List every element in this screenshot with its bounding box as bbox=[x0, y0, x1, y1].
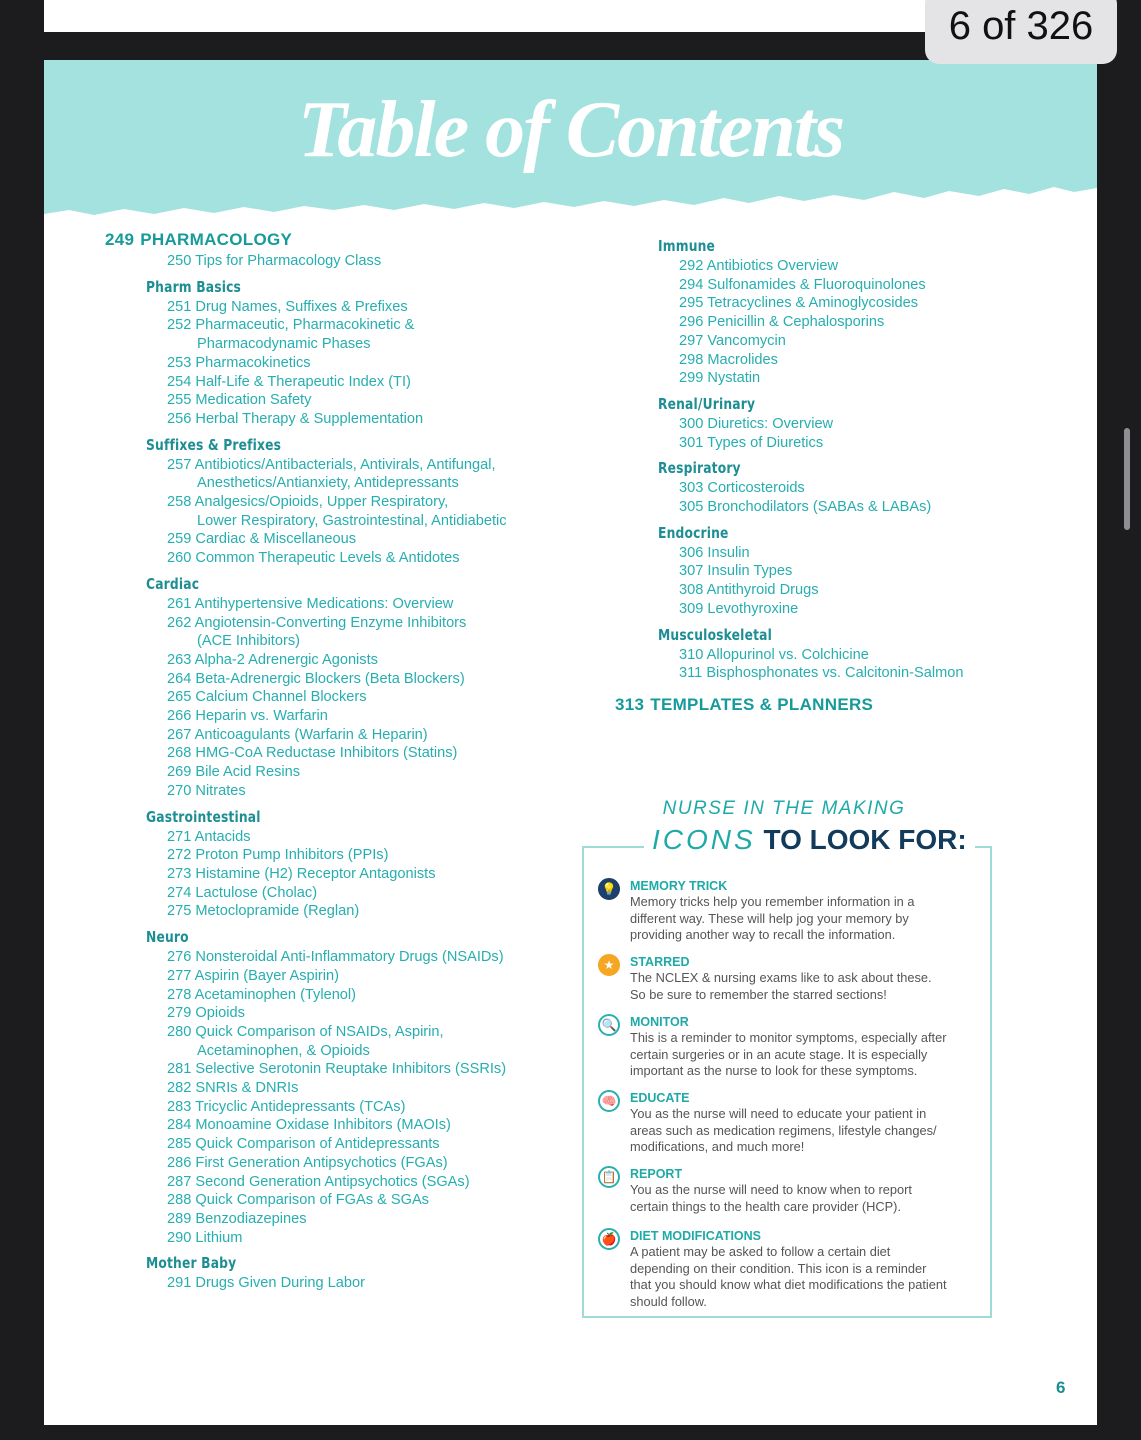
toc-entry-text: 272 Proton Pump Inhibitors (PPIs) bbox=[167, 847, 389, 864]
toc-left-column bbox=[105, 228, 605, 1293]
toc-entry-link[interactable] bbox=[167, 1004, 605, 1023]
toc-entry-link[interactable] bbox=[167, 373, 605, 392]
toc-entry-link[interactable] bbox=[679, 544, 1054, 563]
toc-entry-link[interactable] bbox=[167, 1023, 605, 1060]
toc-section-heading[interactable] bbox=[615, 693, 1054, 717]
section-page-number: 313 bbox=[615, 694, 645, 714]
toc-entry-text: 281 Selective Serotonin Reuptake Inhibitors (SSRIs) bbox=[167, 1061, 507, 1078]
toc-entry-link[interactable] bbox=[167, 986, 605, 1005]
toc-entry-link[interactable] bbox=[167, 1191, 605, 1210]
toc-entry-text: 273 Histamine (H2) Receptor Antagonists bbox=[167, 865, 436, 882]
toc-entry-link[interactable] bbox=[167, 865, 605, 884]
toc-entry-text: 292 Antibiotics Overview bbox=[679, 258, 838, 274]
toc-entry-text: 309 Levothyroxine bbox=[679, 600, 799, 617]
toc-entry-text: 306 Insulin bbox=[679, 544, 750, 561]
toc-entry-link[interactable] bbox=[167, 726, 605, 745]
icons-title-rest: TO LOOK FOR: bbox=[763, 824, 967, 855]
icon-legend-label: MONITOR bbox=[630, 1015, 689, 1029]
toc-entry-link[interactable] bbox=[679, 313, 1054, 332]
toc-entry-text: 278 Acetaminophen (Tylenol) bbox=[167, 986, 357, 1003]
toc-entry-link[interactable] bbox=[167, 763, 605, 782]
icon-legend-label: DIET MODIFICATIONS bbox=[630, 1229, 762, 1243]
toc-entry-continuation: Anesthetics/Antianxiety, Antidepressants bbox=[197, 475, 459, 492]
toc-entry-text: 298 Macrolides bbox=[679, 351, 778, 368]
toc-category-heading: Neuro bbox=[146, 928, 189, 947]
star-icon: ★ bbox=[598, 954, 620, 976]
toc-entry-text: 301 Types of Diuretics bbox=[679, 434, 824, 451]
magnifier-icon: 🔍 bbox=[598, 1014, 620, 1036]
toc-entry-text: 300 Diuretics: Overview bbox=[679, 415, 834, 432]
toc-entry-text: 275 Metoclopramide (Reglan) bbox=[167, 903, 360, 920]
icon-legend-description: A patient may be asked to follow a certain diet depending on their condition. This icon is a reminder that you should know what diet modifications the patient should follow. bbox=[630, 1244, 947, 1309]
toc-entry-text: 266 Heparin vs. Warfarin bbox=[167, 708, 328, 725]
toc-entry-link[interactable] bbox=[167, 1154, 605, 1173]
toc-entry-link[interactable] bbox=[167, 1135, 605, 1154]
toc-entry-text: 285 Quick Comparison of Antidepressants bbox=[167, 1136, 440, 1153]
toc-entry-text: 299 Nystatin bbox=[679, 370, 761, 387]
toc-entry-link[interactable] bbox=[167, 1098, 605, 1117]
page-title: Table of Contents bbox=[297, 86, 844, 174]
toc-entry-link[interactable] bbox=[679, 581, 1054, 600]
icon-legend-description: This is a reminder to monitor symptoms, especially after certain surgeries or in an acute stage. It is especially important as the nurse to look for these symptoms. bbox=[630, 1030, 947, 1078]
toc-entry-text: 255 Medication Safety bbox=[167, 392, 312, 409]
toc-entry-text: 294 Sulfonamides & Fluoroquinolones bbox=[679, 276, 926, 293]
page-number: 6 bbox=[1056, 1378, 1066, 1397]
toc-entry-link[interactable] bbox=[167, 782, 605, 801]
toc-entry-link[interactable] bbox=[167, 707, 605, 726]
toc-entry-link[interactable] bbox=[167, 391, 605, 410]
document-page bbox=[44, 60, 1097, 1425]
toc-right-column bbox=[614, 230, 1054, 717]
toc-entry-text: 284 Monoamine Oxidase Inhibitors (MAOIs) bbox=[167, 1117, 451, 1134]
toc-entry-link[interactable] bbox=[167, 902, 605, 921]
toc-entry-text: 265 Calcium Channel Blockers bbox=[167, 689, 367, 706]
toc-entry-text: 261 Antihypertensive Medications: Overview bbox=[167, 595, 454, 612]
icon-legend-label: EDUCATE bbox=[630, 1091, 690, 1105]
toc-entry-link[interactable] bbox=[679, 294, 1054, 313]
icon-legend-entry bbox=[598, 1090, 948, 1156]
toc-entry-link[interactable] bbox=[167, 1210, 605, 1229]
toc-entry-text: 270 Nitrates bbox=[167, 782, 246, 799]
icons-legend-box bbox=[582, 846, 992, 1318]
toc-entry-link[interactable] bbox=[679, 351, 1054, 370]
toc-entry-link[interactable] bbox=[167, 1060, 605, 1079]
toc-category-heading: Renal/Urinary bbox=[658, 394, 756, 413]
icon-legend-description: The NCLEX & nursing exams like to ask about these. So be sure to remember the starred sections! bbox=[630, 970, 932, 1002]
toc-entry-link[interactable] bbox=[167, 549, 605, 568]
toc-entry-continuation: Pharmacodynamic Phases bbox=[197, 336, 371, 353]
toc-entry-link[interactable] bbox=[167, 1229, 605, 1248]
toc-category-heading: Pharm Basics bbox=[146, 277, 242, 296]
toc-entry-text: 279 Opioids bbox=[167, 1005, 245, 1022]
toc-entry-link[interactable] bbox=[167, 614, 605, 651]
toc-entry-text: 267 Anticoagulants (Warfarin & Heparin) bbox=[167, 726, 428, 743]
toc-entry-text: 260 Common Therapeutic Levels & Antidotes bbox=[167, 550, 460, 567]
toc-entry-link[interactable] bbox=[167, 1274, 605, 1293]
icon-legend-description: You as the nurse will need to know when to report certain things to the health care provider (HCP). bbox=[630, 1182, 912, 1214]
toc-entry-text: 250 Tips for Pharmacology Class bbox=[167, 253, 382, 269]
toc-entry-text: 297 Vancomycin bbox=[679, 332, 786, 349]
toc-entry-text: 280 Quick Comparison of NSAIDs, Aspirin, bbox=[167, 1023, 444, 1040]
toc-entry-text: 263 Alpha-2 Adrenergic Agonists bbox=[167, 651, 378, 668]
toc-entry-link[interactable] bbox=[679, 257, 1054, 276]
apple-icon: 🍎 bbox=[598, 1228, 620, 1250]
toc-entry-link[interactable] bbox=[679, 600, 1054, 619]
icon-legend-entry bbox=[598, 954, 948, 1003]
toc-section-heading[interactable] bbox=[105, 228, 605, 252]
icons-brand-heading: NURSE IN THE MAKING bbox=[662, 798, 906, 819]
icon-legend-label: MEMORY TRICK bbox=[630, 879, 728, 893]
toc-entry-text: 303 Corticosteroids bbox=[679, 480, 805, 497]
toc-entry-link[interactable] bbox=[167, 595, 605, 614]
toc-entry-text: 282 SNRIs & DNRIs bbox=[167, 1080, 299, 1097]
toc-entry-link[interactable] bbox=[167, 1079, 605, 1098]
page-indicator: 6 of 326 bbox=[925, 0, 1117, 64]
toc-entry-continuation: (ACE Inhibitors) bbox=[197, 633, 300, 650]
toc-entry-link[interactable] bbox=[167, 530, 605, 549]
icon-legend-label: STARRED bbox=[630, 955, 690, 969]
toc-entry-text: 305 Bronchodilators (SABAs & LABAs) bbox=[679, 499, 932, 516]
icon-legend-description: Memory tricks help you remember information in a different way. These will help jog your memory by providing another way to recall the information. bbox=[630, 894, 915, 942]
toc-entry-text: 268 HMG-CoA Reductase Inhibitors (Statins) bbox=[167, 745, 458, 762]
toc-entry-text: 259 Cardiac & Miscellaneous bbox=[167, 531, 357, 548]
toc-entry-text: 254 Half-Life & Therapeutic Index (TI) bbox=[167, 373, 411, 390]
toc-entry-link[interactable] bbox=[679, 498, 1054, 517]
toc-entry-text: 252 Pharmaceutic, Pharmacokinetic & bbox=[167, 317, 415, 334]
toc-entry-link[interactable] bbox=[679, 369, 1054, 388]
toc-entry-link[interactable] bbox=[167, 828, 605, 847]
toc-category-heading: Mother Baby bbox=[146, 1254, 237, 1273]
toc-category-heading: Gastrointestinal bbox=[146, 807, 261, 826]
toc-entry-link[interactable] bbox=[167, 1173, 605, 1192]
toc-entry-text: 311 Bisphosphonates vs. Calcitonin-Salmon bbox=[679, 665, 964, 682]
toc-entry-link[interactable] bbox=[167, 846, 605, 865]
toc-entry-link[interactable] bbox=[167, 493, 605, 530]
toc-entry-text: 291 Drugs Given During Labor bbox=[167, 1275, 365, 1292]
toc-category-heading: Suffixes & Prefixes bbox=[146, 435, 282, 454]
icons-title-accent: ICONS bbox=[652, 824, 756, 855]
toc-entry-text: 258 Analgesics/Opioids, Upper Respiratory, bbox=[167, 494, 449, 511]
toc-entry-link[interactable] bbox=[679, 434, 1054, 453]
toc-entry-link[interactable] bbox=[167, 298, 605, 317]
toc-category-heading: Immune bbox=[658, 237, 716, 255]
toc-entry-text: 307 Insulin Types bbox=[679, 563, 793, 580]
toc-category-heading: Cardiac bbox=[146, 574, 200, 593]
toc-entry-text: 251 Drug Names, Suffixes & Prefixes bbox=[167, 298, 408, 315]
toc-entry-link[interactable] bbox=[167, 410, 605, 429]
toc-entry-link[interactable] bbox=[167, 316, 605, 353]
icon-legend-description: You as the nurse will need to educate your patient in areas such as medication regimens, lifestyle changes/ modifications, and much more! bbox=[630, 1106, 937, 1154]
icon-legend-entry bbox=[598, 1228, 948, 1310]
toc-entry-link[interactable] bbox=[167, 354, 605, 373]
toc-entry-text: 290 Lithium bbox=[167, 1229, 243, 1246]
toc-entry-link[interactable] bbox=[167, 744, 605, 763]
section-title: TEMPLATES & PLANNERS bbox=[650, 694, 874, 714]
toc-entry-text: 256 Herbal Therapy & Supplementation bbox=[167, 410, 424, 427]
toc-entry-text: 283 Tricyclic Antidepressants (TCAs) bbox=[167, 1098, 406, 1115]
toc-entry-text: 295 Tetracyclines & Aminoglycosides bbox=[679, 295, 919, 312]
toc-entry-link[interactable] bbox=[167, 967, 605, 986]
toc-entry-text: 257 Antibiotics/Antibacterials, Antivirals, Antifungal, bbox=[167, 456, 496, 473]
toc-entry-text: 310 Allopurinol vs. Colchicine bbox=[679, 646, 869, 663]
icon-legend-entry bbox=[598, 1166, 948, 1215]
brain-icon: 🧠 bbox=[598, 1090, 620, 1112]
toc-entry-text: 308 Antithyroid Drugs bbox=[679, 582, 819, 599]
toc-entry-link[interactable] bbox=[167, 1116, 605, 1135]
toc-entry-text: 289 Benzodiazepines bbox=[167, 1210, 307, 1227]
toc-entry-link[interactable] bbox=[679, 276, 1054, 295]
toc-entry-text: 262 Angiotensin-Converting Enzyme Inhibitors bbox=[167, 614, 467, 631]
toc-entry-link[interactable] bbox=[167, 688, 605, 707]
toc-entry-text: 264 Beta-Adrenergic Blockers (Beta Blockers) bbox=[167, 670, 465, 687]
toc-entry-text: 274 Lactulose (Cholac) bbox=[167, 884, 318, 901]
icon-legend-label: REPORT bbox=[630, 1167, 683, 1181]
section-page-number: 249 bbox=[105, 230, 135, 249]
icons-legend-title bbox=[644, 824, 975, 856]
toc-entry-text: 253 Pharmacokinetics bbox=[167, 354, 311, 371]
toc-category-heading: Musculoskeletal bbox=[658, 625, 772, 644]
title-banner bbox=[44, 60, 1097, 220]
toc-entry-text: 286 First Generation Antipsychotics (FGAs) bbox=[167, 1154, 448, 1171]
toc-entry-link[interactable] bbox=[679, 332, 1054, 351]
toc-entry-text: 271 Antacids bbox=[167, 828, 251, 845]
toc-entry-link[interactable] bbox=[167, 456, 605, 493]
toc-category-heading: Endocrine bbox=[658, 523, 729, 542]
toc-entry-link[interactable] bbox=[679, 664, 1054, 683]
toc-entry-text: 277 Aspirin (Bayer Aspirin) bbox=[167, 967, 339, 984]
toc-entry-link[interactable] bbox=[167, 884, 605, 903]
toc-entry-text: 287 Second Generation Antipsychotics (SGAs) bbox=[167, 1173, 470, 1190]
toc-entry-link[interactable] bbox=[679, 646, 1054, 665]
clipboard-icon: 📋 bbox=[598, 1166, 620, 1188]
toc-entry-continuation: Acetaminophen, & Opioids bbox=[197, 1042, 370, 1059]
toc-entry-continuation: Lower Respiratory, Gastrointestinal, Antidiabetic bbox=[197, 512, 507, 529]
toc-entry-link[interactable] bbox=[167, 670, 605, 689]
toc-entry-link[interactable] bbox=[679, 562, 1054, 581]
toc-entry-link[interactable] bbox=[167, 252, 605, 271]
toc-entry-link[interactable] bbox=[167, 651, 605, 670]
memory-trick-icon: 💡 bbox=[598, 878, 620, 900]
toc-category-heading: Respiratory bbox=[658, 459, 741, 478]
toc-entry-text: 288 Quick Comparison of FGAs & SGAs bbox=[167, 1192, 429, 1209]
toc-entry-link[interactable] bbox=[167, 948, 605, 967]
toc-entry-text: 276 Nonsteroidal Anti-Inflammatory Drugs (NSAIDs) bbox=[167, 949, 504, 966]
scrollbar-thumb[interactable] bbox=[1124, 428, 1130, 530]
toc-entry-link[interactable] bbox=[679, 479, 1054, 498]
toc-entry-text: 296 Penicillin & Cephalosporins bbox=[679, 314, 885, 331]
icon-legend-entry bbox=[598, 878, 948, 944]
section-title: PHARMACOLOGY bbox=[140, 230, 293, 249]
toc-entry-text: 269 Bile Acid Resins bbox=[167, 764, 301, 781]
icon-legend-entry bbox=[598, 1014, 948, 1080]
toc-entry-link[interactable] bbox=[679, 415, 1054, 434]
